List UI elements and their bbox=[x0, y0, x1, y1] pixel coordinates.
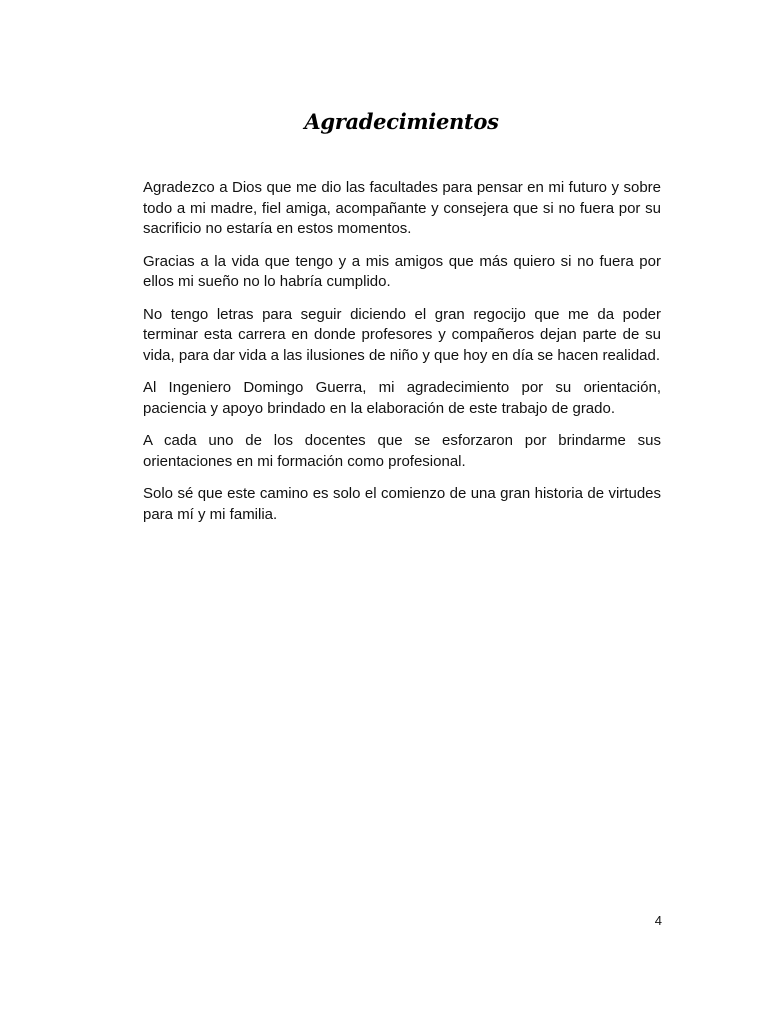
page-title: Agradecimientos bbox=[304, 109, 499, 134]
paragraph: Solo sé que este camino es solo el comienzo de una gran historia de virtudes para mí y mi familia. bbox=[143, 485, 661, 523]
paragraph: Gracias a la vida que tengo y a mis amigos que más quiero si no fuera por ellos mi sueño no lo habría cumplido. bbox=[143, 252, 661, 290]
paragraph: Agradezco a Dios que me dio las facultades para pensar en mi futuro y sobre todo a mi madre, fiel amiga, acompañante y consejera que si no fuera por su sacrificio no estaría en estos momentos. bbox=[143, 179, 661, 237]
acknowledgements-body bbox=[143, 178, 661, 537]
paragraph: No tengo letras para seguir diciendo el gran regocijo que me da poder terminar esta carrera en donde profesores y compañeros dejan parte de su vida, para dar vida a las ilusiones de niño y que hoy en día se hacen realidad. bbox=[143, 305, 661, 364]
paragraph: A cada uno de los docentes que se esforzaron por brindarme sus orientaciones en mi formación como profesional. bbox=[143, 432, 661, 470]
paragraph: Al Ingeniero Domingo Guerra, mi agradecimiento por su orientación, paciencia y apoyo brindado en la elaboración de este trabajo de grado. bbox=[143, 379, 661, 417]
page-number: 4 bbox=[654, 913, 662, 928]
